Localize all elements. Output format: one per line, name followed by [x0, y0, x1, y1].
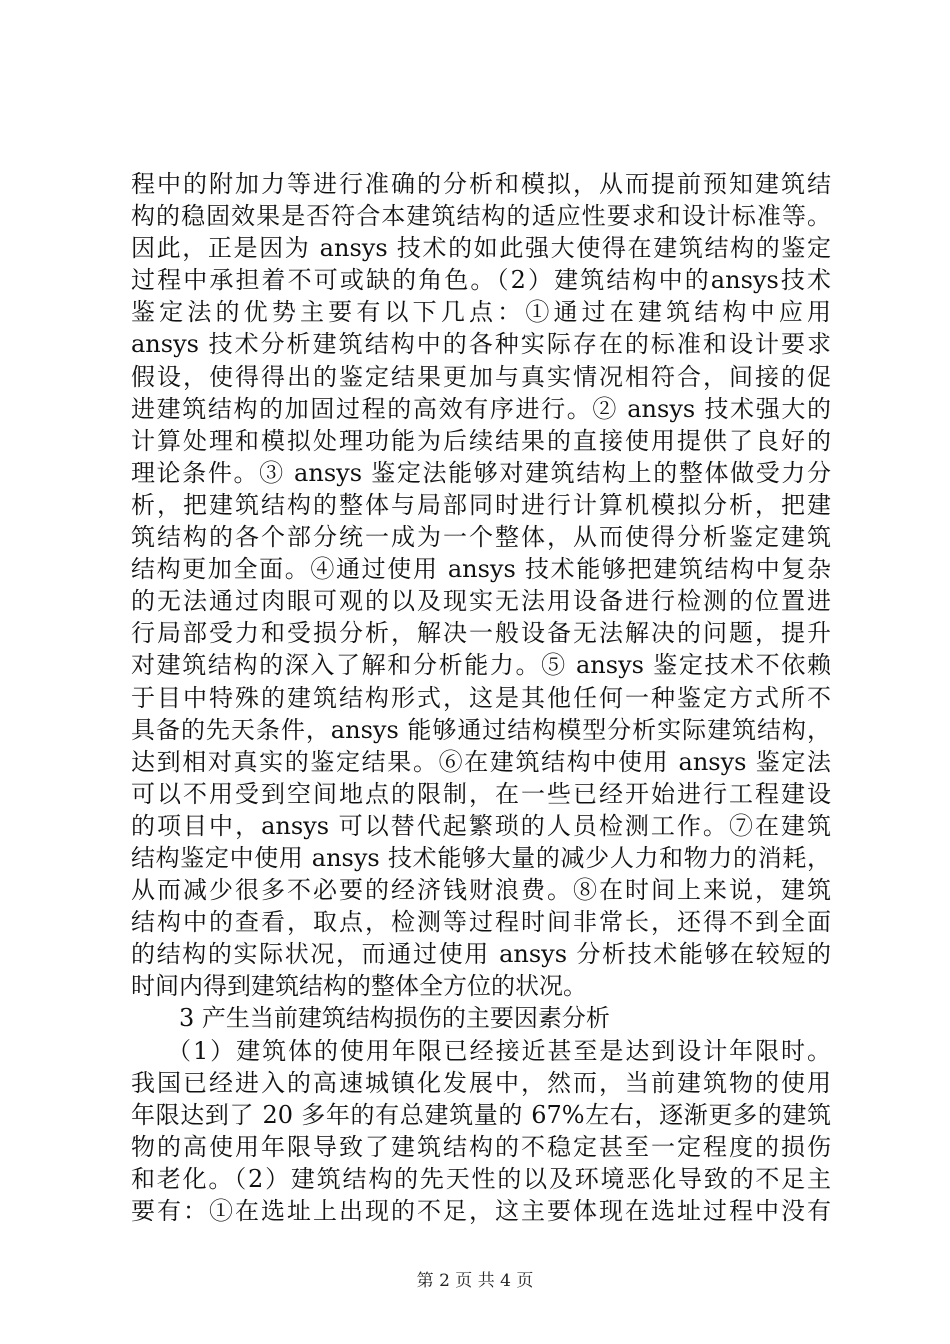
text-line: 鉴定法的优势主要有以下几点：①通过在建筑结构中应用: [131, 298, 831, 327]
text-line: 析，把建筑结构的整体与局部同时进行计算机模拟分析，把建: [131, 490, 831, 519]
text-line: 要有：①在选址上出现的不足，这主要体现在选址过程中没有: [131, 1197, 831, 1225]
text-line: 理论条件。③ ansys 鉴定法能够对建筑结构上的整体做受力分: [131, 458, 831, 487]
text-line: 于目中特殊的建筑结构形式，这是其他任何一种鉴定方式所不: [131, 683, 831, 712]
text-line: 年限达到了 20 多年的有总建筑量的 67%左右，逐渐更多的建筑: [131, 1100, 831, 1129]
text-line: 可以不用受到空间地点的限制，在一些已经开始进行工程建设: [131, 779, 831, 808]
text-line: 构的稳固效果是否符合本建筑结构的适应性要求和设计标准等。: [131, 202, 831, 231]
section-heading: 3 产生当前建筑结构损伤的主要因素分析: [179, 1004, 610, 1033]
text-line: 进建筑结构的加固过程的高效有序进行。② ansys 技术强大的: [131, 394, 831, 423]
text-line: 筑结构的各个部分统一成为一个整体，从而使得分析鉴定建筑: [131, 523, 831, 552]
text-line: 具备的先天条件，ansys 能够通过结构模型分析实际建筑结构，: [131, 715, 831, 744]
text-line: 假设，使得得出的鉴定结果更加与真实情况相符合，间接的促: [131, 362, 831, 391]
text-line: （1）建筑体的使用年限已经接近甚至是达到设计年限时。: [167, 1036, 831, 1065]
text-line: 达到相对真实的鉴定结果。⑥在建筑结构中使用 ansys 鉴定法: [131, 747, 831, 776]
text-line: 结构鉴定中使用 ansys 技术能够大量的减少人力和物力的消耗，: [131, 843, 831, 872]
text-line: 的结构的实际状况，而通过使用 ansys 分析技术能够在较短的: [131, 940, 831, 969]
text-line: ansys 技术分析建筑结构中的各种实际存在的标准和设计要求: [131, 330, 831, 359]
text-line: 的项目中，ansys 可以替代起繁琐的人员检测工作。⑦在建筑: [131, 811, 831, 840]
text-line: 计算处理和模拟处理功能为后续结果的直接使用提供了良好的: [131, 426, 831, 455]
text-line: 因此，正是因为 ansys 技术的如此强大使得在建筑结构的鉴定: [131, 234, 831, 263]
text-line: 物的高使用年限导致了建筑结构的不稳定甚至一定程度的损伤: [131, 1132, 831, 1161]
text-line: 程中的附加力等进行准确的分析和模拟，从而提前预知建筑结: [131, 170, 831, 198]
page-footer: [0, 1266, 950, 1291]
text-line: 行局部受力和受损分析，解决一般设备无法解决的问题，提升: [131, 619, 831, 648]
text-line: 的无法通过肉眼可观的以及现实无法用设备进行检测的位置进: [131, 587, 831, 616]
text-line: 结构更加全面。④通过使用 ansys 技术能够把建筑结构中复杂: [131, 555, 831, 584]
text-line: 从而减少很多不必要的经济钱财浪费。⑧在时间上来说，建筑: [131, 876, 831, 905]
text-line: 我国已经进入的高速城镇化发展中，然而，当前建筑物的使用: [131, 1068, 831, 1097]
text-line: 对建筑结构的深入了解和分析能力。⑤ ansys 鉴定技术不依赖: [131, 651, 831, 680]
page-number-label: 第 2 页 共 4 页: [416, 1271, 534, 1291]
text-line: 过程中承担着不可或缺的角色。（2）建筑结构中的ansys技术: [131, 266, 831, 295]
text-line: 和老化。（2）建筑结构的先天性的以及环境恶化导致的不足主: [131, 1164, 831, 1193]
text-line: 时间内得到建筑结构的整体全方位的状况。: [131, 972, 587, 1001]
body-text: [131, 168, 831, 1227]
text-line: 结构中的查看，取点，检测等过程时间非常长，还得不到全面: [131, 908, 831, 937]
